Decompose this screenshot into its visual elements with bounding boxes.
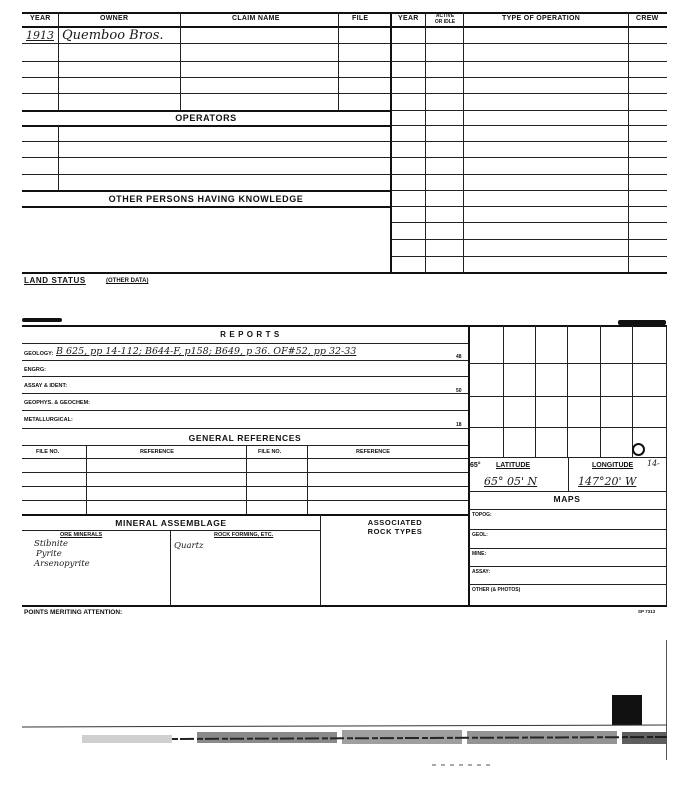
reference2-header: REFERENCE: [356, 449, 390, 455]
reference-header: REFERENCE: [140, 449, 174, 455]
rule: [503, 325, 504, 457]
rule: [468, 529, 666, 530]
rule: [22, 445, 468, 446]
engrg-label: ENGRG:: [24, 367, 46, 373]
rule: [468, 509, 666, 510]
rule: [58, 12, 59, 110]
metallurgical-num: 18: [456, 422, 462, 428]
rule: [392, 206, 667, 207]
rule: [568, 458, 569, 491]
rule: [22, 43, 390, 44]
rule: [180, 12, 181, 110]
ink-mark: [22, 318, 62, 322]
rule: [22, 472, 468, 473]
rule: [468, 427, 666, 428]
year2-header: YEAR: [398, 15, 419, 22]
maps-mine-label: MINE:: [472, 551, 487, 557]
owner-header: OWNER: [100, 15, 129, 22]
file-header: FILE: [352, 15, 369, 22]
form-number: SP 7313: [638, 609, 656, 614]
associated-rock-types-header: ASSOCIATED ROCK TYPES: [367, 518, 423, 536]
rule: [22, 174, 390, 175]
rule: [58, 125, 59, 190]
rule: [22, 61, 390, 62]
rule: [425, 12, 426, 273]
rule: [246, 445, 247, 514]
points-meriting-attention-label: POINTS MERITING ATTENTION:: [24, 609, 123, 616]
rule: [22, 410, 468, 411]
rule: [22, 157, 390, 158]
rule: [392, 77, 667, 78]
active-header: ACTIVE OR IDLE: [434, 13, 456, 25]
maps-other-label: OTHER (& PHOTOS): [472, 587, 521, 593]
rule: [22, 272, 667, 274]
rule: [320, 514, 321, 606]
rule: [22, 376, 468, 377]
rule: [22, 12, 667, 14]
rule: [600, 325, 601, 457]
rule: [22, 360, 468, 361]
file-no2-header: FILE NO.: [258, 449, 282, 455]
rule: [632, 325, 633, 457]
rule: [22, 325, 667, 327]
assay-num: 50: [456, 388, 462, 394]
maps-geol-label: GEOL:: [472, 532, 488, 538]
geology-num: 48: [456, 354, 462, 360]
longitude-suffix: 14-: [647, 459, 660, 468]
mineral-assemblage-title: MINERAL ASSEMBLAGE: [115, 518, 227, 528]
rule: [22, 110, 390, 112]
rule: [628, 12, 629, 273]
year-header: YEAR: [30, 15, 51, 22]
rule: [22, 458, 468, 459]
type-of-operation-header: TYPE OF OPERATION: [502, 15, 581, 22]
operators-title: OPERATORS: [175, 113, 237, 123]
rule: [392, 61, 667, 62]
rule: [567, 325, 568, 457]
longitude-label: LONGITUDE: [592, 462, 634, 469]
rock-forming-item: Quartz: [174, 541, 204, 551]
rule: [338, 12, 339, 110]
maps-assay-label: ASSAY:: [472, 569, 491, 575]
rule: [22, 514, 468, 516]
rule: [392, 157, 667, 158]
ore-minerals-header: ORE MINERALS: [60, 532, 103, 538]
rule: [22, 428, 468, 429]
rule: [22, 93, 390, 94]
rule: [22, 77, 390, 78]
geophys-label: GEOPHYS. & GEOCHEM:: [24, 400, 91, 406]
rule: [22, 605, 667, 607]
rule: [86, 445, 87, 514]
ore-mineral-item: Arsenopyrite: [34, 559, 90, 569]
rule: [170, 530, 171, 606]
rule: [468, 584, 666, 585]
rule: [468, 566, 666, 567]
rule: [22, 125, 390, 127]
location-circle-mark: [632, 443, 645, 456]
rule: [22, 486, 468, 487]
metallurgical-label: METALLURGICAL:: [24, 417, 73, 423]
assay-label: ASSAY & IDENT:: [24, 383, 68, 389]
reports-title: R E P O R T S: [220, 330, 280, 339]
general-references-title: GENERAL REFERENCES: [188, 433, 302, 443]
rule: [22, 343, 468, 344]
rule: [307, 445, 308, 514]
claim-name-header: CLAIM NAME: [232, 15, 280, 22]
ore-mineral-item: Pyrite: [36, 549, 62, 559]
latitude-value: 65° 05' N: [484, 475, 538, 488]
rule: [22, 393, 468, 394]
rule: [468, 548, 666, 549]
rule: [22, 190, 390, 192]
rule: [468, 363, 666, 364]
rule: [468, 491, 666, 492]
scan-noise-strip: [22, 715, 667, 775]
rule: [468, 396, 666, 397]
rule: [392, 190, 667, 191]
rule: [22, 141, 390, 142]
land-status-sub: (OTHER DATA): [106, 278, 149, 284]
land-status-label: LAND STATUS: [24, 276, 86, 285]
rule: [392, 239, 667, 240]
ore-mineral-item: Stibnite: [34, 539, 69, 549]
rule: [392, 93, 667, 94]
rule: [468, 457, 666, 458]
lat-degree: 65°: [470, 462, 481, 469]
rule: [392, 43, 667, 44]
rule: [463, 12, 464, 273]
rule: [392, 256, 667, 257]
rule: [22, 206, 390, 208]
rule: [390, 12, 392, 273]
rule: [392, 110, 667, 111]
other-persons-title: OTHER PERSONS HAVING KNOWLEDGE: [108, 194, 304, 204]
geology-label: GEOLOGY:: [24, 351, 54, 357]
rule: [666, 325, 667, 606]
rule: [392, 174, 667, 175]
owner-name-entry: Quemboo Bros.: [62, 28, 164, 43]
latitude-label: LATITUDE: [496, 462, 531, 469]
rule: [22, 530, 320, 531]
longitude-value: 147°20' W: [578, 475, 637, 488]
rule: [392, 125, 667, 126]
geology-value: B 625, pp 14-112; B644-F, p158; B649, p 36. OF#52, pp 32-33: [56, 346, 357, 357]
file-no-header: FILE NO.: [36, 449, 60, 455]
crew-header: CREW: [636, 15, 659, 22]
rule: [392, 222, 667, 223]
maps-topog-label: TOPOG:: [472, 512, 492, 518]
rule: [535, 325, 536, 457]
rule: [392, 141, 667, 142]
maps-title: MAPS: [553, 494, 581, 504]
rock-forming-header: ROCK FORMING, ETC.: [214, 532, 274, 538]
rule: [22, 500, 468, 501]
owner-year-entry: 1913: [26, 29, 54, 42]
